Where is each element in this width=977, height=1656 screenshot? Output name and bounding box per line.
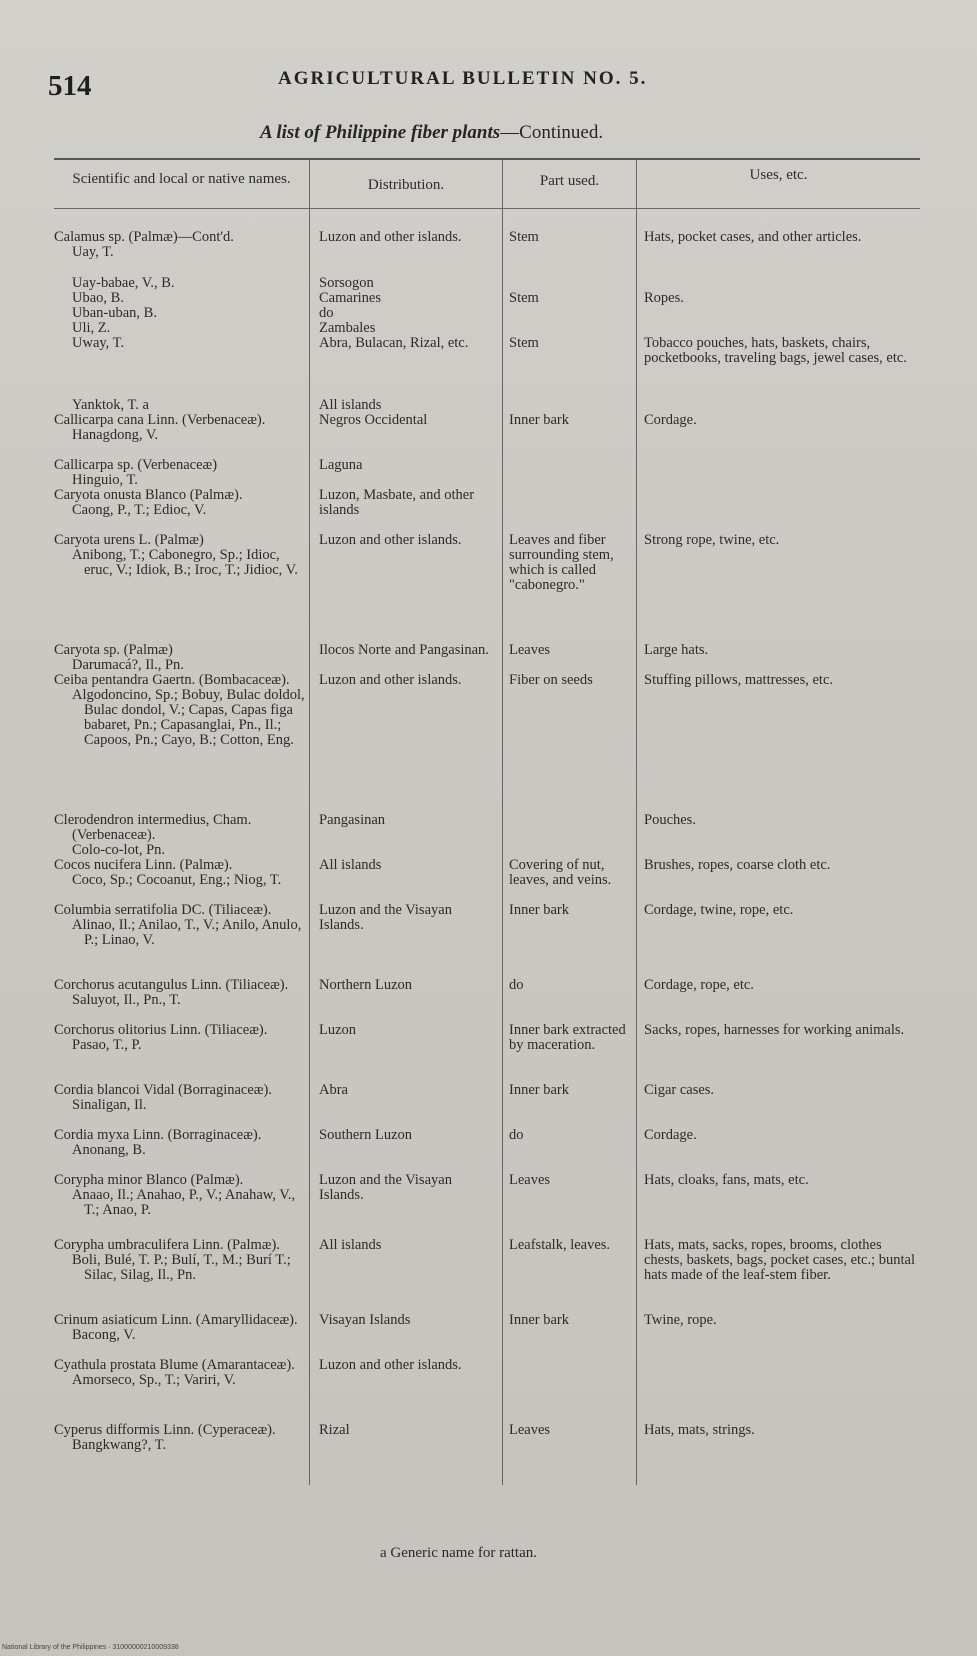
local-names: Caong, P., T.; Edioc, V. <box>72 502 207 518</box>
local-names: Uay, T. <box>72 244 114 260</box>
distribution-cell: Visayan Islands <box>319 1312 411 1328</box>
scientific-name: Callicarpa cana Linn. (Verbenaceæ). <box>54 412 266 428</box>
part-used-cell: Stem <box>509 229 539 245</box>
names-cell <box>54 336 306 351</box>
names-cell <box>54 643 306 673</box>
caption-suffix: —Continued. <box>500 122 604 143</box>
names-cell <box>54 978 306 1008</box>
part-used-cell: Leaves <box>509 1422 551 1438</box>
scientific-name: Cocos nucifera Linn. (Palmæ). <box>54 857 233 873</box>
names-cell <box>54 458 306 488</box>
distribution-cell: Abra <box>319 1082 348 1098</box>
scientific-name: Cyperus difformis Linn. (Cyperaceæ). <box>54 1422 276 1438</box>
names-cell <box>54 413 306 443</box>
names-cell <box>54 321 306 336</box>
names-cell <box>54 1023 306 1053</box>
local-names: Colo-co-lot, Pn. <box>72 842 166 858</box>
part-used-cell: Leafstalk, leaves. <box>509 1237 611 1253</box>
uses-cell: Twine, rope. <box>644 1312 717 1328</box>
uses-cell: Hats, mats, sacks, ropes, brooms, clothes chests, baskets, bags, pocket cases, etc.; buntal hats made of the leaf-stem fiber. <box>644 1237 915 1283</box>
names-cell <box>54 1128 306 1158</box>
local-names: Anaao, Il.; Anahao, P., V.; Anahaw, V., T.; Anao, P. <box>72 1187 296 1218</box>
uses-cell: Hats, mats, strings. <box>644 1422 755 1438</box>
uses-cell: Brushes, ropes, coarse cloth etc. <box>644 857 831 873</box>
scientific-name: Cordia blancoi Vidal (Borraginaceæ). <box>54 1082 272 1098</box>
part-used-cell: Inner bark <box>509 1312 569 1328</box>
distribution-cell: Luzon and other islands. <box>319 672 462 688</box>
footnote: a Generic name for rattan. <box>380 1545 537 1561</box>
local-names: Ubao, B. <box>72 290 124 306</box>
names-cell <box>54 1313 306 1343</box>
names-cell <box>54 673 306 748</box>
distribution-cell: Northern Luzon <box>319 977 413 993</box>
page-number: 514 <box>48 70 92 102</box>
header-names: Scientific and local or native names. <box>72 171 291 187</box>
scientific-name: Columbia serratifolia DC. (Tiliaceæ). <box>54 902 272 918</box>
part-used-cell: Stem <box>509 290 539 306</box>
scientific-name: Clerodendron intermedius, Cham. (Verbenaceæ). <box>54 812 252 843</box>
distribution-cell: Rizal <box>319 1422 350 1438</box>
names-cell <box>54 291 306 306</box>
distribution-cell: All islands <box>319 1237 382 1253</box>
distribution-cell: All islands <box>319 857 382 873</box>
local-names: Sinaligan, Il. <box>72 1097 147 1113</box>
names-cell <box>54 858 306 888</box>
uses-cell: Strong rope, twine, etc. <box>644 532 780 548</box>
uses-cell: Sacks, ropes, harnesses for working animals. <box>644 1022 905 1038</box>
uses-cell: Ropes. <box>644 290 684 306</box>
local-names: Uay-babae, V., B. <box>72 275 175 291</box>
distribution-cell: Negros Occidental <box>319 412 428 428</box>
scientific-name: Cyathula prostata Blume (Amarantaceæ). <box>54 1357 295 1373</box>
header-part-used: Part used. <box>539 173 600 189</box>
table-caption <box>260 122 603 144</box>
table-top-rule <box>54 158 920 160</box>
part-used-cell: Leaves <box>509 642 551 658</box>
distribution-cell: Luzon and the Visayan Islands. <box>319 902 452 933</box>
names-cell <box>54 488 306 518</box>
scientific-name: Corypha umbraculifera Linn. (Palmæ). <box>54 1237 280 1253</box>
part-used-cell: Fiber on seeds <box>509 672 593 688</box>
uses-cell: Tobacco pouches, hats, baskets, chairs, pocketbooks, traveling bags, jewel cases, etc. <box>644 335 907 366</box>
distribution-cell: Luzon, Masbate, and other islands <box>319 487 475 518</box>
names-cell <box>54 1173 306 1218</box>
part-used-cell: do <box>509 977 524 993</box>
distribution-cell: Southern Luzon <box>319 1127 413 1143</box>
local-names: Bangkwang?, T. <box>72 1437 167 1453</box>
column-divider <box>636 160 637 1485</box>
scientific-name: Corchorus olitorius Linn. (Tiliaceæ). <box>54 1022 268 1038</box>
local-names: Yanktok, T. a <box>72 397 149 413</box>
names-cell <box>54 533 306 578</box>
scientific-name: Callicarpa sp. (Verbenaceæ) <box>54 457 218 473</box>
names-cell <box>54 1083 306 1113</box>
part-used-cell: Inner bark <box>509 902 569 918</box>
uses-cell: Cigar cases. <box>644 1082 715 1098</box>
local-names: Anibong, T.; Cabonegro, Sp.; Idioc, eruc, V.; Idiok, B.; Iroc, T.; Jidioc, V. <box>72 547 298 578</box>
distribution-cell: Luzon and other islands. <box>319 532 462 548</box>
distribution-cell: Luzon and other islands. <box>319 229 462 245</box>
caption-title: A list of Philippine fiber plants <box>260 122 501 143</box>
uses-cell: Cordage. <box>644 412 697 428</box>
local-names: Uli, Z. <box>72 320 111 336</box>
uses-cell: Cordage, twine, rope, etc. <box>644 902 794 918</box>
distribution-cell: All islands <box>319 397 382 413</box>
local-names: Saluyot, Il., Pn., T. <box>72 992 181 1008</box>
scientific-name: Caryota urens L. (Palmæ) <box>54 532 204 548</box>
column-divider <box>502 160 503 1485</box>
local-names: Algodoncino, Sp.; Bobuy, Bulac doldol, Bulac dondol, V.; Capas, Capas figa babaret, Pn.; Capasanglai, Pn., Il.; Capoos, Pn.; Cayo, B.; Cotton, Eng. <box>72 687 305 748</box>
distribution-cell: Camarines <box>319 290 382 306</box>
scientific-name: Caryota sp. (Palmæ) <box>54 642 173 658</box>
local-names: Bacong, V. <box>72 1327 136 1343</box>
local-names: Anonang, B. <box>72 1142 146 1158</box>
column-divider <box>309 160 310 1485</box>
names-cell <box>54 903 306 948</box>
local-names: Uban-uban, B. <box>72 305 157 321</box>
distribution-cell: Luzon and the Visayan Islands. <box>319 1172 452 1203</box>
local-names: Darumacá?, Il., Pn. <box>72 657 184 673</box>
uses-cell: Hats, pocket cases, and other articles. <box>644 229 862 245</box>
names-cell <box>54 813 306 858</box>
scientific-name: Calamus sp. (Palmæ)—Cont'd. <box>54 229 234 245</box>
header-uses: Uses, etc. <box>749 167 808 183</box>
part-used-cell: do <box>509 1127 524 1143</box>
uses-cell: Cordage, rope, etc. <box>644 977 754 993</box>
names-cell <box>54 1238 306 1283</box>
local-names: Pasao, T., P. <box>72 1037 142 1053</box>
names-cell <box>54 276 306 291</box>
scientific-name: Ceiba pentandra Gaertn. (Bombacaceæ). <box>54 672 290 688</box>
fiber-plants-table <box>54 158 920 1540</box>
scientific-name: Corypha minor Blanco (Palmæ). <box>54 1172 244 1188</box>
names-cell <box>54 230 306 260</box>
local-names: Alinao, Il.; Anilao, T., V.; Anilo, Anulo, P.; Linao, V. <box>72 917 302 948</box>
names-cell <box>54 306 306 321</box>
scientific-name: Corchorus acutangulus Linn. (Tiliaceæ). <box>54 977 289 993</box>
names-cell <box>54 1358 306 1388</box>
header-distribution: Distribution. <box>367 177 445 193</box>
header-rule <box>54 208 920 209</box>
part-used-cell: Stem <box>509 335 539 351</box>
uses-cell: Stuffing pillows, mattresses, etc. <box>644 672 834 688</box>
distribution-cell: Ilocos Norte and Pangasinan. <box>319 642 489 658</box>
distribution-cell: Luzon <box>319 1022 357 1038</box>
local-names: Amorseco, Sp., T.; Variri, V. <box>72 1372 236 1388</box>
uses-cell: Large hats. <box>644 642 709 658</box>
distribution-cell: Laguna <box>319 457 363 473</box>
scientific-name: Caryota onusta Blanco (Palmæ). <box>54 487 243 503</box>
scientific-name: Cordia myxa Linn. (Borraginaceæ). <box>54 1127 262 1143</box>
uses-cell: Cordage. <box>644 1127 697 1143</box>
part-used-cell: Leaves <box>509 1172 551 1188</box>
uses-cell: Hats, cloaks, fans, mats, etc. <box>644 1172 809 1188</box>
names-cell <box>54 398 306 413</box>
local-names: Hanagdong, V. <box>72 427 159 443</box>
library-stamp: National Library of the Philippines · 31000000210009338 <box>2 1644 179 1651</box>
part-used-cell: Covering of nut, leaves, and veins. <box>509 857 612 888</box>
distribution-cell: Sorsogon <box>319 275 374 291</box>
running-head: AGRICULTURAL BULLETIN NO. 5. <box>278 68 648 89</box>
local-names: Uway, T. <box>72 335 125 351</box>
distribution-cell: do <box>319 305 334 321</box>
distribution-cell: Luzon and other islands. <box>319 1357 462 1373</box>
names-cell <box>54 1423 306 1453</box>
distribution-cell: Zambales <box>319 320 376 336</box>
scientific-name: Crinum asiaticum Linn. (Amaryllidaceæ). <box>54 1312 298 1328</box>
uses-cell: Pouches. <box>644 812 696 828</box>
local-names: Boli, Bulé, T. P.; Bulí, T., M.; Burí T.; Silac, Silag, Il., Pn. <box>72 1252 291 1283</box>
part-used-cell: Leaves and fiber surrounding stem, which is called "cabonegro." <box>509 532 614 593</box>
distribution-cell: Abra, Bulacan, Rizal, etc. <box>319 335 469 351</box>
part-used-cell: Inner bark <box>509 412 569 428</box>
part-used-cell: Inner bark <box>509 1082 569 1098</box>
local-names: Coco, Sp.; Cocoanut, Eng.; Niog, T. <box>72 872 282 888</box>
distribution-cell: Pangasinan <box>319 812 386 828</box>
local-names: Hinguio, T. <box>72 472 138 488</box>
part-used-cell: Inner bark extracted by maceration. <box>509 1022 626 1053</box>
